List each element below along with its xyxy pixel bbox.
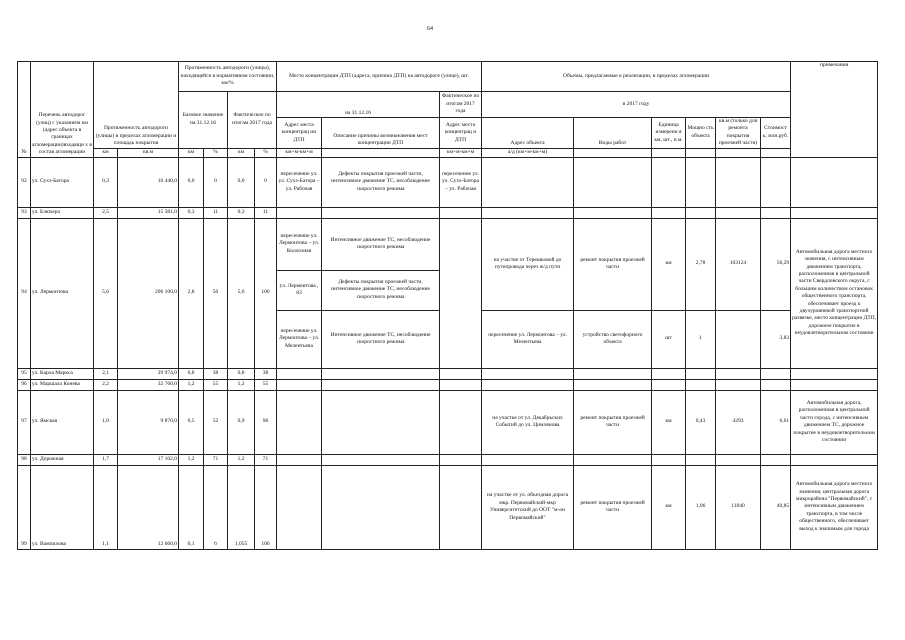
table-row <box>18 207 878 218</box>
fact-pct: 38 <box>255 368 277 379</box>
road-area: 206 100,0 <box>118 218 179 368</box>
road-name: ул. Сухэ-Батора <box>31 157 94 207</box>
road-length: 2,2 <box>94 379 118 390</box>
sub-blank <box>574 148 652 157</box>
fact-km: 1,055 <box>228 465 255 549</box>
fact-km: 5,6 <box>228 218 255 368</box>
note: Автомобильная дорога местного значения, центральная дорога микрорайона "Первомайский", с интенсивным движением транспорта, в том числе общественного, обеспечивает выход к значимым для города <box>791 465 878 549</box>
base-pct: 50 <box>204 218 228 368</box>
road-name: ул. Маршала Конева <box>31 379 94 390</box>
note: Автомобильная дорога, расположенная в центральной части города, с интенсивным движением ТС, дорожное покрытие в неудовлетворительном состоянии <box>791 390 878 454</box>
object-address <box>482 157 574 207</box>
object-address: на участке от Терешковой до путепровода через ж/д пути <box>482 218 574 310</box>
sub-km: км <box>94 148 118 157</box>
header-volumes: Объемы, предлагаемые к реализации, в пределах агломерации <box>482 62 791 92</box>
dtp-description: Интенсивное движение ТС, несоблюдение скоростного режима <box>322 218 440 270</box>
header-in-2017: в 2017 году <box>482 92 791 118</box>
header-dtp-place: Место концентрации ДТП (адреса, причина ДТП) на автодороге (улице), шт. <box>277 62 482 92</box>
cost: 6,61 <box>761 390 791 454</box>
header-on-311216: на 31.12.16 <box>277 92 440 118</box>
unit: шт <box>652 310 686 368</box>
base-pct: 55 <box>204 379 228 390</box>
power: 0,43 <box>686 390 716 454</box>
header-fact-itogam: Фактическое по итогам 2017 года <box>440 92 482 118</box>
header-base-value: Базовое значение на 31.12.16 <box>179 92 228 149</box>
power: 1,06 <box>686 465 716 549</box>
power: 1 <box>686 310 716 368</box>
cost: 40,85 <box>761 465 791 549</box>
fact-pct: 100 <box>255 465 277 549</box>
road-length: 1,1 <box>94 465 118 549</box>
road-length: 5,6 <box>94 218 118 368</box>
road-area: 12 660,0 <box>118 465 179 549</box>
base-km: 0,3 <box>179 207 204 218</box>
header-notes: примечания <box>791 62 878 158</box>
header-unit: Единица измерени я км, шт., п.м. <box>652 118 686 149</box>
row-number: 98 <box>18 454 31 465</box>
table-row <box>18 454 878 465</box>
sub-km: км <box>228 148 255 157</box>
header-dtp-addr2: Адрес места концентрац и ДТП <box>440 118 482 149</box>
road-length: 1,0 <box>94 390 118 454</box>
sqm: 11840 <box>716 465 761 549</box>
base-pct: 6 <box>204 465 228 549</box>
table-row <box>18 465 878 549</box>
road-length: 1,7 <box>94 454 118 465</box>
road-area: 9 870,0 <box>118 390 179 454</box>
base-pct: 38 <box>204 368 228 379</box>
base-km: 1,2 <box>179 454 204 465</box>
road-name: ул. Блюхера <box>31 207 94 218</box>
fact-km: 0,0 <box>228 157 255 207</box>
note <box>791 157 878 207</box>
fact-pct: 96 <box>255 390 277 454</box>
header-norm-length: Протяженность автодороги (улицы), находящейся в нормативном состоянии, км/% <box>179 62 277 92</box>
base-km: 0,1 <box>179 465 204 549</box>
road-length: 2,5 <box>94 207 118 218</box>
fact-pct: 100 <box>255 218 277 368</box>
dtp-address: пересечение ул. Лермонтова – ул. Мелентьева <box>277 310 322 368</box>
sub-blank <box>322 148 440 157</box>
power: 2,78 <box>686 218 716 310</box>
dtp-address: пересечение ул. ул. Сухэ-Батора – ул. Рабочая <box>277 157 322 207</box>
road-name: ул. Лермонтова <box>31 218 94 368</box>
road-area: 16 440,0 <box>118 157 179 207</box>
sqm <box>716 157 761 207</box>
table-row <box>18 368 878 379</box>
base-km: 0,0 <box>179 157 204 207</box>
sub-pct: % <box>255 148 277 157</box>
sqm <box>716 310 761 368</box>
table-row <box>18 157 878 207</box>
header-roads-list: Перечень автодорог (улиц) с указанием км (адрес объекта в границах агломерации)входящи х в состав агломерации <box>31 62 94 158</box>
fact-km: 0,3 <box>228 207 255 218</box>
fact-km: 1,2 <box>228 379 255 390</box>
header-cost: Стоимост ь, млн.руб. <box>761 118 791 149</box>
page-number: 64 <box>427 26 433 32</box>
col-nn: № <box>18 62 31 158</box>
road-name: ул. Карла Маркса <box>31 368 94 379</box>
object-address: пересечение ул. Лермонтова – ул. Мелентьева <box>482 310 574 368</box>
header-length: Протяженность автодороги (улицы) в пределах агломерации и площадь покрытия <box>94 62 179 149</box>
cost: 56,29 <box>761 218 791 310</box>
fact-pct: 11 <box>255 207 277 218</box>
work-type: ремонт покрытия проезжей части <box>574 218 652 310</box>
row-number: 99 <box>18 465 31 549</box>
fact-km: 0,9 <box>228 390 255 454</box>
row-number: 92 <box>18 157 31 207</box>
cost: 3,83 <box>761 310 791 368</box>
sub-pct: % <box>204 148 228 157</box>
dtp-address-2017 <box>440 218 482 368</box>
base-km: 0,8 <box>179 368 204 379</box>
base-km: 0,5 <box>179 390 204 454</box>
base-km: 1,2 <box>179 379 204 390</box>
fact-pct: 71 <box>255 454 277 465</box>
row-number: 95 <box>18 368 31 379</box>
object-address: на участке от ул. объездная дорога мкр. Первомайский-мкр Университетский до ООТ "м-он Первомайский" <box>482 465 574 549</box>
table-row <box>18 218 878 270</box>
road-area: 32 760,0 <box>118 379 179 390</box>
unit: км <box>652 218 686 310</box>
row-number: 94 <box>18 218 31 368</box>
work-type: ремонт покрытия проезжей части <box>574 390 652 454</box>
fact-km: 1,2 <box>228 454 255 465</box>
header-work-types: Виды работ <box>574 118 652 149</box>
header-dtp-desc: Описание причины возникновения мест концентрации ДТП <box>322 118 440 149</box>
work-type: ремонт покрытия проезжей части <box>574 465 652 549</box>
road-area: 29 974,0 <box>118 368 179 379</box>
fact-pct: 0 <box>255 157 277 207</box>
base-pct: 0 <box>204 157 228 207</box>
row-number: 96 <box>18 379 31 390</box>
base-pct: 71 <box>204 454 228 465</box>
work-type: устройство светофорного объекта <box>574 310 652 368</box>
unit: км <box>652 465 686 549</box>
unit <box>652 157 686 207</box>
row-number: 93 <box>18 207 31 218</box>
sub-kmm: км+м-км+м <box>440 148 482 157</box>
road-table <box>17 61 878 550</box>
header-fact-2017: Фактическое по итогам 2017 года <box>228 92 277 149</box>
fact-km: 0,8 <box>228 368 255 379</box>
object-address: на участке от ул. Декабрьских Событий до ул. Цимлянова <box>482 390 574 454</box>
table-row <box>18 390 878 454</box>
header-object-addr: Адрес объекта <box>482 118 574 149</box>
unit: км <box>652 390 686 454</box>
dtp-description: Дефекты покрытия проезжей части, интенсивное движение ТС, несоблюдение скоростного режима <box>322 270 440 310</box>
power <box>686 157 716 207</box>
road-area: 15 381,0 <box>118 207 179 218</box>
work-type <box>574 157 652 207</box>
sqm: 103124 <box>716 218 761 310</box>
table-row <box>18 379 878 390</box>
sub-blank <box>652 148 686 157</box>
cost <box>761 157 791 207</box>
road-name: ул. Ямская <box>31 390 94 454</box>
base-pct: 11 <box>204 207 228 218</box>
road-length: 2,1 <box>94 368 118 379</box>
header-power: Мощно сть объекта <box>686 118 716 149</box>
sub-kmm: км+м-км+м <box>277 148 322 157</box>
row-number: 97 <box>18 390 31 454</box>
dtp-address-2017: пересечение ул. ул. Сухэ-Батора – ул. Рабочая <box>440 157 482 207</box>
sub-km: км <box>179 148 204 157</box>
sub-vd: а/д (км+м-км+м) <box>482 148 574 157</box>
note: Автомобильная дорога местного значения, с интенсивным движением транспорта, расположенная в центральной части Свердловского округа, с большим количеством остановок общественного транспорта, обеспечивает проезд к двухуровневой транспортной развязке, место концентрации ДТП, дорожное покрытие в неудовлетворительном состоянии <box>791 218 878 368</box>
base-pct: 52 <box>204 390 228 454</box>
road-name: ул. Дорожная <box>31 454 94 465</box>
dtp-description: Дефекты покрытия проезжей части, интенсивное движение ТС, несоблюдение скоростного режима <box>322 157 440 207</box>
road-name: ул. Вампилова <box>31 465 94 549</box>
dtp-description: Интенсивное движение ТС, несоблюдение скоростного режима <box>322 310 440 368</box>
dtp-address: ул. Лермонтова , 83 <box>277 270 322 310</box>
sub-blank <box>761 148 791 157</box>
base-km: 2,8 <box>179 218 204 368</box>
sub-blank <box>686 148 716 157</box>
fact-pct: 55 <box>255 379 277 390</box>
sub-blank <box>716 148 761 157</box>
sub-sqm: кв.м <box>118 148 179 157</box>
road-area: 17 102,0 <box>118 454 179 465</box>
dtp-address: пересечение ул. Лермонтова – ул. Колхозная <box>277 218 322 270</box>
road-length: 0,3 <box>94 157 118 207</box>
header-dtp-addr: Адрес места концентрац ии ДТП <box>277 118 322 149</box>
header-sqm: кв.м (только для ремонта покрытия проезжей части) <box>716 118 761 149</box>
sqm: 4293 <box>716 390 761 454</box>
